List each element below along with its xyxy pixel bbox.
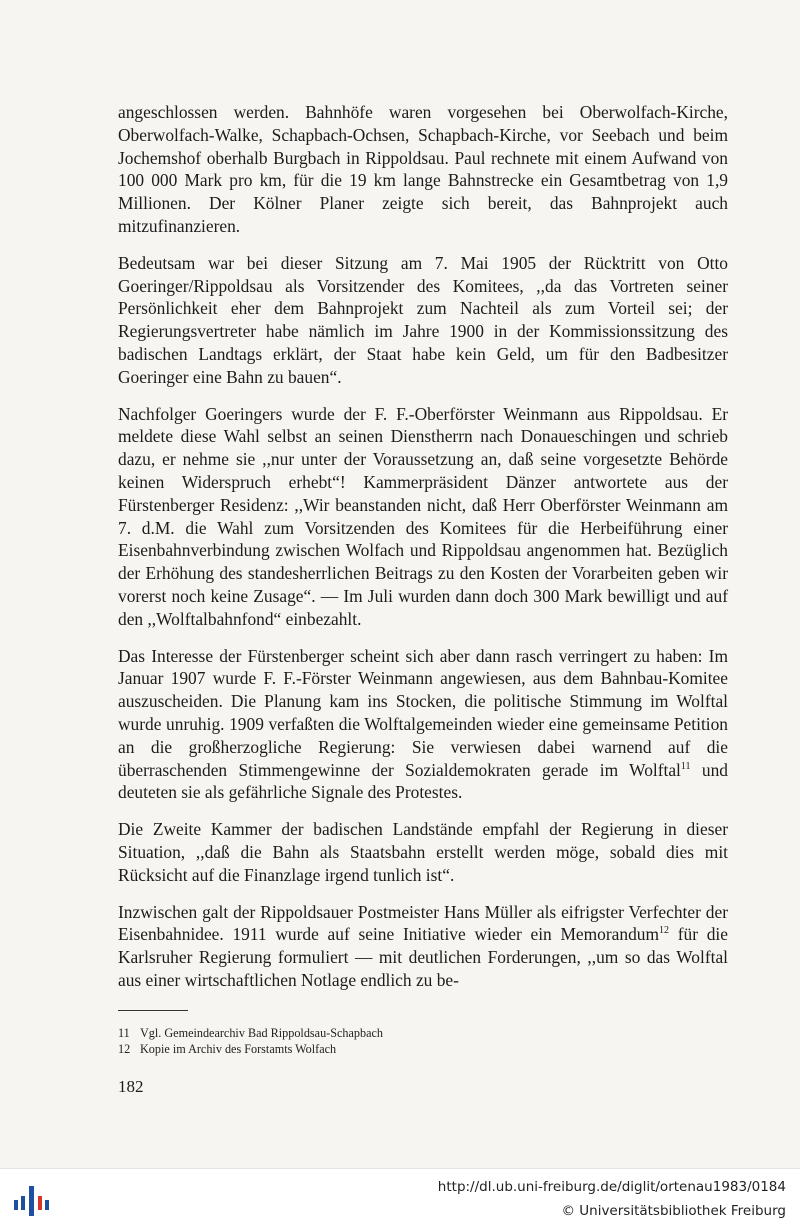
footnote-text: Kopie im Archiv des Forstamts Wolfach — [140, 1042, 337, 1056]
paragraph-4-text-end: und deuteten sie als gefährliche Signale des Protestes. — [118, 759, 728, 803]
paragraph-6-text: Inzwischen galt der Rippoldsauer Postmeister Hans Müller als eifrigster Verfechter der Eisenbahnidee. 1911 wurde auf seine Initiative wieder ein Memorandum — [118, 901, 728, 945]
page-number: 182 — [118, 1077, 144, 1096]
body-text — [118, 101, 728, 1006]
footnote-11 — [118, 1025, 728, 1041]
footnote-12 — [118, 1041, 728, 1057]
footer-url-link[interactable]: http://dl.ub.uni-freiburg.de/diglit/ortenau1983/0184 — [437, 1179, 786, 1195]
footnote-number: 12 — [118, 1042, 131, 1056]
paragraph-4-text: Das Interesse der Fürstenberger scheint sich aber dann rasch verringert zu haben: Im Januar 1907 wurde F. F.-Förster Weinmann angewiesen, aus dem Bahnbau-Komitee auszuscheiden. Die Planung kam ins Stocken, die politische Stimmung im Wolftal wurde unruhig. 1909 verfaßten die Wolftalgemeinden wieder eine gemeinsame Petition an die großherzogliche Regierung: Sie verwiesen dabei warnend auf die überraschenden Stimmengewinne der Sozialdemokraten gerade im Wolftal — [118, 645, 728, 780]
footnote-ref-11: 11 — [680, 760, 691, 772]
paragraph-6 — [118, 901, 728, 992]
paragraph-5: Die Zweite Kammer der badischen Landstände empfahl der Regierung in dieser Situation, ,,daß die Bahn als Staatsbahn erstellt werden möge, sobald dies mit Rücksicht auf die Finanzlage irgend tunlich ist“. — [118, 819, 728, 885]
footnote-divider — [118, 1010, 188, 1011]
paragraph-3: Nachfolger Goeringers wurde der F. F.-Oberförster Weinmann aus Rippoldsau. Er meldete diese Wahl selbst an seinen Dienstherrn nach Donaueschingen und schrieb dazu, er nehme sie ,,nur unter der Voraussetzung an, daß seine vorgesetzte Behörde keinen Widerspruch erhebt“! Kammerpräsident Dänzer antwortete aus der Fürstenberger Residenz: ,,Wir beanstanden nicht, daß Herr Oberförster Weinmann am 7. d.M. die Wahl zum Vorsitzenden des Komitees für die Herbeiführung einer Eisenbahnverbindung zwischen Wolfach und Rippoldsau angenommen hat. Bezüglich der Erhöhung des standesherrlichen Beitrags zu den Kosten der Vorarbeiten geben wir vorerst noch keine Zusage“. — Im Juli wurden dann doch 300 Mark bewilligt und auf den ,,Wolftalbahnfond“ einbezahlt. — [118, 403, 728, 629]
footnote-number: 11 — [118, 1026, 130, 1040]
footnotes — [118, 1025, 728, 1057]
paragraph-6-text-end: für die Karlsruher Regierung formuliert — mit deutlichen Forderungen, ,,um so das Wolftal aus einer wirtschaftlichen Notlage endlich zu be- — [118, 924, 728, 990]
paragraph-4 — [118, 645, 728, 805]
paragraph-1: angeschlossen werden. Bahnhöfe waren vorgesehen bei Oberwolfach-Kirche, Oberwolfach-Walke, Schapbach-Ochsen, Schapbach-Kirche, vor Seebach und beim Jochemshof oberhalb Burgbach in Rippoldsau. Paul rechnete mit einem Aufwand von 100 000 Mark pro km, für die 19 km lange Bahnstrecke ein Gesamtbetrag von 1,9 Millionen. Der Kölner Planer zeigte sich bereit, das Bahnprojekt auch mitzufinanzieren. — [118, 102, 728, 236]
footer-copyright: © Universitätsbibliothek Freiburg — [561, 1203, 786, 1219]
paragraph-2: Bedeutsam war bei dieser Sitzung am 7. Mai 1905 der Rücktritt von Otto Goeringer/Rippoldsau als Vorsitzender des Komitees, ,,da das Vortreten seiner Persönlichkeit eher dem Bahnprojekt zum Nachteil als zum Vorteil sei; der Regierungsvertreter habe nämlich im Jahre 1900 in der Kommissionssitzung des badischen Landtags erklärt, der Staat habe kein Geld, um für den Badbesitzer Goeringer eine Bahn zu bauen“. — [118, 252, 728, 387]
footer-bar — [0, 1168, 800, 1227]
footnote-text: Vgl. Gemeindearchiv Bad Rippoldsau-Schapbach — [140, 1026, 384, 1040]
ub-freiburg-logo-icon[interactable] — [12, 1182, 52, 1218]
footnote-ref-12: 12 — [659, 925, 669, 937]
